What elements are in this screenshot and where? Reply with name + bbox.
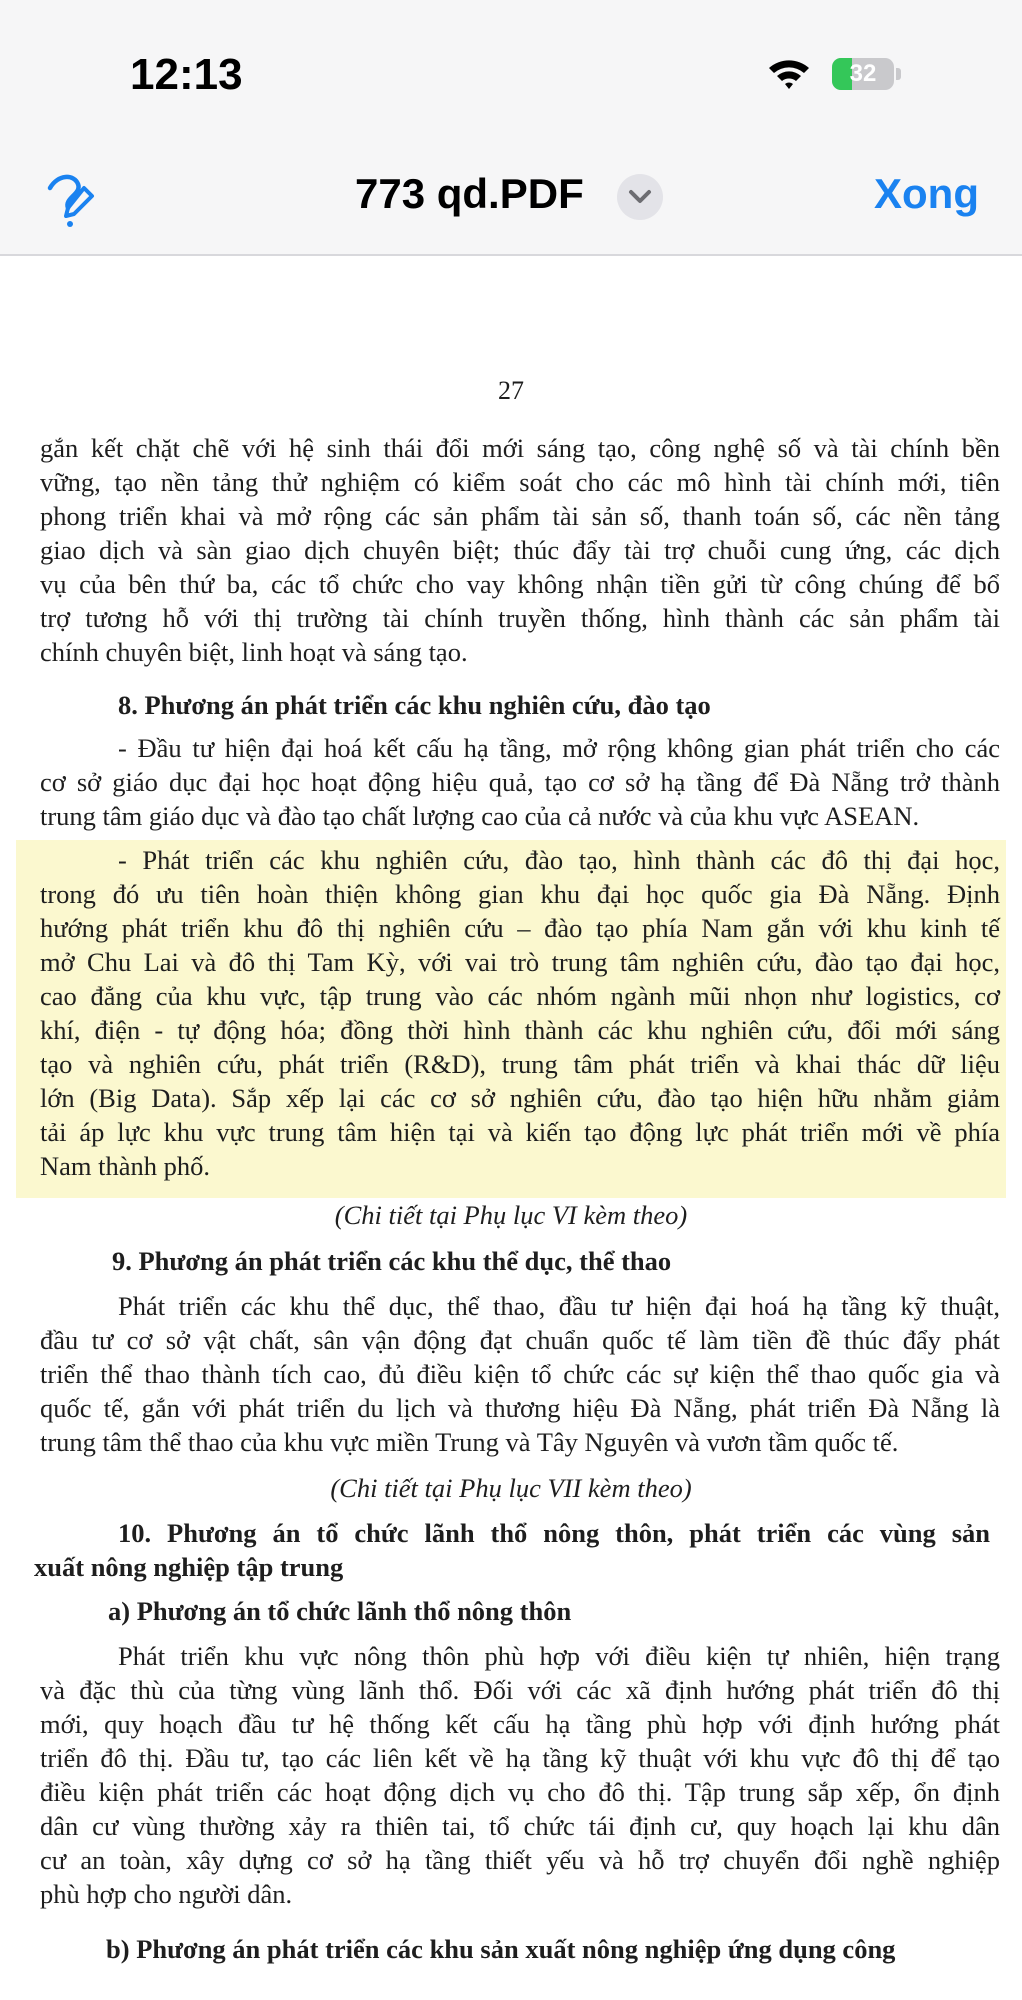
text-line: hướng phát triển khu đô thị nghiên cứu – đào tạo phía Nam gắn với khu kinh tế [40, 913, 1000, 943]
text-line: phù hợp cho người dân. [40, 1879, 293, 1909]
text-line: giao dịch và sàn giao dịch chuyên biệt; thúc đẩy tài trợ chuỗi cung ứng, các dịch [40, 535, 1000, 565]
text-line: khí, điện - tự động hóa; đồng thời hình thành các khu nghiên cứu, đổi mới sáng [40, 1015, 1000, 1045]
text-line: mới, quy hoạch đầu tư hệ thống kết cấu hạ tầng phù hợp với định hướng phát [40, 1709, 1000, 1739]
battery-level: 32 [849, 60, 877, 87]
text-line: - Phát triển các khu nghiên cứu, đào tạo, hình thành các đô thị đại học, [118, 845, 1000, 875]
appendix-note: (Chi tiết tại Phụ lục VII kèm theo) [330, 1473, 692, 1503]
text-line: trợ tương hỗ với thị trường tài chính truyền thống, hình thành các sản phẩm tài [40, 603, 1000, 633]
status-bar [0, 0, 1022, 150]
chevron-down-icon [628, 188, 652, 206]
text-line: và đặc thù của từng vùng lãnh thổ. Đối với các xã định hướng phát triển đô thị [40, 1675, 1000, 1705]
text-line: trung tâm thể thao của khu vực miền Trung và Tây Nguyên và vươn tầm quốc tế. [40, 1427, 899, 1457]
text-line: tải áp lực khu vực trung tâm hiện tại và kiến tạo động lực phát triển mới về phía [40, 1117, 1000, 1147]
text-line: - Đầu tư hiện đại hoá kết cấu hạ tầng, mở rộng không gian phát triển cho các [118, 733, 1000, 763]
text-line: cơ sở giáo dục đại học hoạt động hiệu quả, tạo cơ sở hạ tầng để Đà Nẵng trở thành [40, 767, 1000, 797]
section-heading: 9. Phương án phát triển các khu thể dục, thể thao [112, 1246, 672, 1276]
text-line: điều kiện phát triển các hoạt động dịch vụ cho đô thị. Tập trung sắp xếp, ổn định [40, 1777, 1000, 1807]
wifi-icon [766, 56, 812, 92]
status-time: 12:13 [130, 50, 243, 99]
done-button[interactable]: Xong [874, 170, 979, 217]
text-line: triển thể thao thành tích cao, đủ điều kiện tổ chức các sự kiện thể thao quốc gia và [40, 1359, 1000, 1389]
pdf-page[interactable] [0, 256, 1022, 2000]
nav-bar [0, 150, 1022, 256]
text-line: Phát triển các khu thể dục, thể thao, đầu tư hiện đại hoá hạ tầng kỹ thuật, [118, 1291, 1000, 1321]
document-title[interactable]: 773 qd.PDF [355, 170, 584, 217]
text-line: phong triển khai và mở rộng các sản phẩm tài sản số, thanh toán số, các nền tảng [40, 501, 1000, 531]
subsection-heading: b) Phương án phát triển các khu sản xuất nông nghiệp ứng dụng công [106, 1934, 896, 1964]
page-number: 27 [498, 376, 524, 405]
text-line: chính chuyên biệt, linh hoạt và sáng tạo. [40, 637, 468, 667]
text-line: dân cư vùng thường xảy ra thiên tai, tổ chức tái định cư, quy hoạch lại khu dân [40, 1811, 1000, 1841]
text-line: Nam thành phố. [40, 1151, 211, 1181]
text-line: tạo và nghiên cứu, phát triển (R&D), trung tâm phát triển và khai thác dữ liệu [40, 1049, 1000, 1079]
text-line: lớn (Big Data). Sắp xếp lại các cơ sở nghiên cứu, đào tạo hiện hữu nhằm giảm [40, 1083, 1000, 1113]
text-line: đầu tư cơ sở vật chất, sân vận động đạt chuẩn quốc tế làm tiền đề thúc đẩy phát [40, 1325, 1000, 1355]
text-line: gắn kết chặt chẽ với hệ sinh thái đổi mới sáng tạo, công nghệ số và tài chính bền [40, 433, 1000, 463]
battery-indicator [832, 58, 894, 90]
text-line: mở Chu Lai và đô thị Tam Kỳ, với vai trò trung tâm nghiên cứu, đào tạo đại học, [40, 947, 1000, 977]
text-line: vững, tạo nền tảng thử nghiệm có kiểm soát cho các mô hình tài chính mới, tiên [40, 467, 1000, 497]
appendix-note: (Chi tiết tại Phụ lục VI kèm theo) [334, 1200, 688, 1230]
text-line: cao đẳng của khu vực, tập trung vào các nhóm ngành mũi nhọn như logistics, cơ [40, 981, 1000, 1011]
section-heading: xuất nông nghiệp tập trung [34, 1552, 344, 1582]
markup-pen-icon[interactable] [44, 168, 104, 228]
text-line: quốc tế, gắn với phát triển du lịch và thương hiệu Đà Nẵng, phát triển Đà Nẵng là [40, 1393, 1000, 1423]
text-line: triển đô thị. Đầu tư, tạo các liên kết về hạ tầng kỹ thuật với khu vực đô thị để tạo [40, 1743, 1000, 1773]
text-line: trong đó ưu tiên hoàn thiện không gian khu đại học quốc gia Đà Nẵng. Định [40, 879, 1000, 909]
title-menu-button[interactable] [617, 174, 663, 220]
battery-cap [896, 68, 901, 80]
text-line: Phát triển khu vực nông thôn phù hợp với điều kiện tự nhiên, hiện trạng [118, 1641, 1000, 1671]
text-line: vụ của bên thứ ba, các tổ chức cho vay không nhận tiền gửi từ công chúng để bổ [40, 569, 1000, 599]
text-line: trung tâm giáo dục và đào tạo chất lượng cao của cả nước và của khu vực ASEAN. [40, 801, 920, 831]
subsection-heading: a) Phương án tổ chức lãnh thổ nông thôn [108, 1596, 572, 1626]
text-line: cư an toàn, xây dựng cơ sở hạ tầng thiết yếu và hỗ trợ chuyển đổi nghề nghiệp [40, 1845, 1000, 1875]
section-heading: 8. Phương án phát triển các khu nghiên cứu, đào tạo [118, 690, 711, 720]
section-heading: 10. Phương án tổ chức lãnh thổ nông thôn, phát triển các vùng sản [118, 1518, 990, 1548]
